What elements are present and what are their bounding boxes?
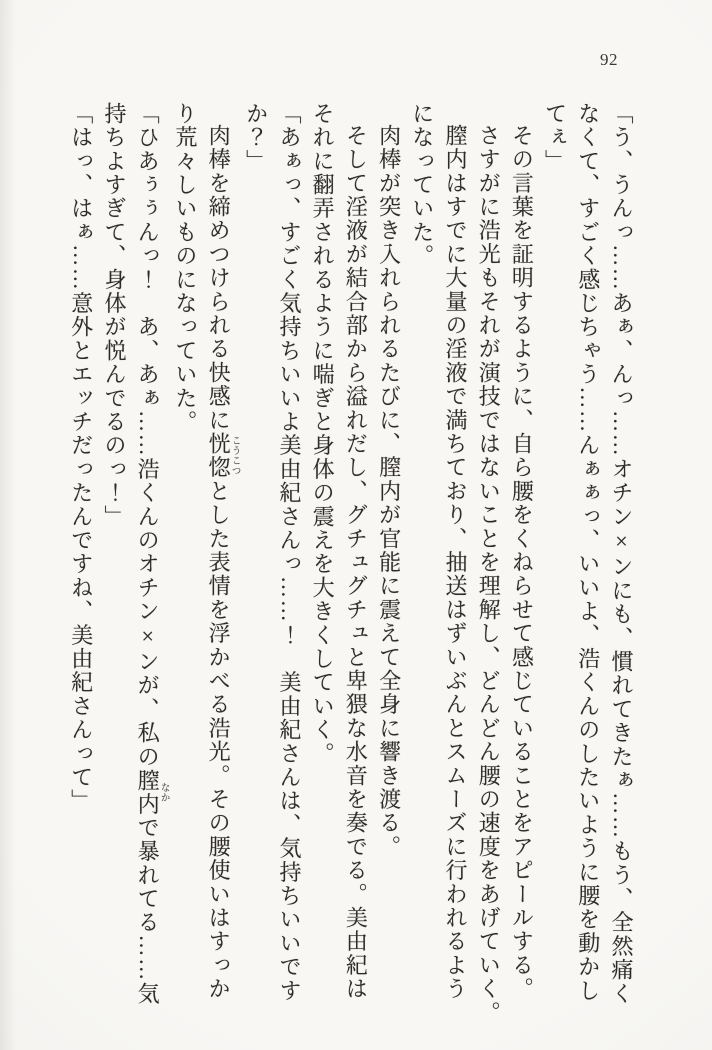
- text-line-10: それに翻弄されるように喘ぎと身体の震えを大きくしていく。: [310, 102, 336, 766]
- text-line-12: か？」: [243, 102, 269, 174]
- text-line-8: 肉棒が突き入れられるたびに、膣内が官能に震えて全身に響き渡る。: [376, 124, 402, 859]
- text-line-14: り荒々しいものになっていた。: [172, 102, 198, 434]
- text-line-2: なくて、すごく感じちゃう……んぁぁっ、いいよ、浩くんのしたいように腰を動かし: [575, 102, 601, 1003]
- text-line-16: 持ちよすぎて、身体が悦んでるのっ！」: [101, 102, 127, 529]
- text-line-13: 肉棒を締めつけられる快感に恍惚こうこつとした表情を浮かべる浩光。その腰使いはすっか: [206, 124, 240, 1001]
- text-line-9: そして淫液が結合部から溢れだし、グチュグチュと卑猥な水音を奏でる。美由紀は: [343, 124, 369, 1001]
- ruby-annotation: 恍惚こうこつ: [206, 432, 240, 480]
- text-line-17: 「はっ、はぁ……意外とエッチだったんですね、美由紀さんって」: [68, 102, 94, 813]
- text-line-15: 「ひあぅぅんっ！ あ、あぁ……浩くんのオチン×ンが、私の膣内なかで暴れてる……気: [135, 102, 169, 1006]
- ruby-annotation: 膣内なか: [135, 768, 169, 817]
- text-line-1: 「う、うんっ……あぁ、んっ……オチン×ンにも、慣れてきたぁ……もう、全然痛く: [609, 102, 634, 1006]
- text-line-6: 膣内はすでに大量の淫液で満ちており、抽送はずいぶんとスムーズに行われるよう: [442, 124, 468, 1001]
- text-line-4: その言葉を証明するように、自ら腰をくねらせて感じていることをアピールする。: [509, 124, 535, 1001]
- text-line-11: 「あぁっ、すごく気持ちいいよ美由紀さんっ……！ 美由紀さんは、気持ちいいです: [276, 102, 302, 1003]
- page-text: [68, 102, 638, 1040]
- page-number: 92: [600, 50, 618, 69]
- text-line-3: てぇ」: [542, 102, 568, 174]
- text-line-5: さすがに浩光もそれが演技ではないことを理解し、どんどん腰の速度をあげていく。: [476, 124, 502, 1025]
- text-line-7: になっていた。: [409, 102, 435, 268]
